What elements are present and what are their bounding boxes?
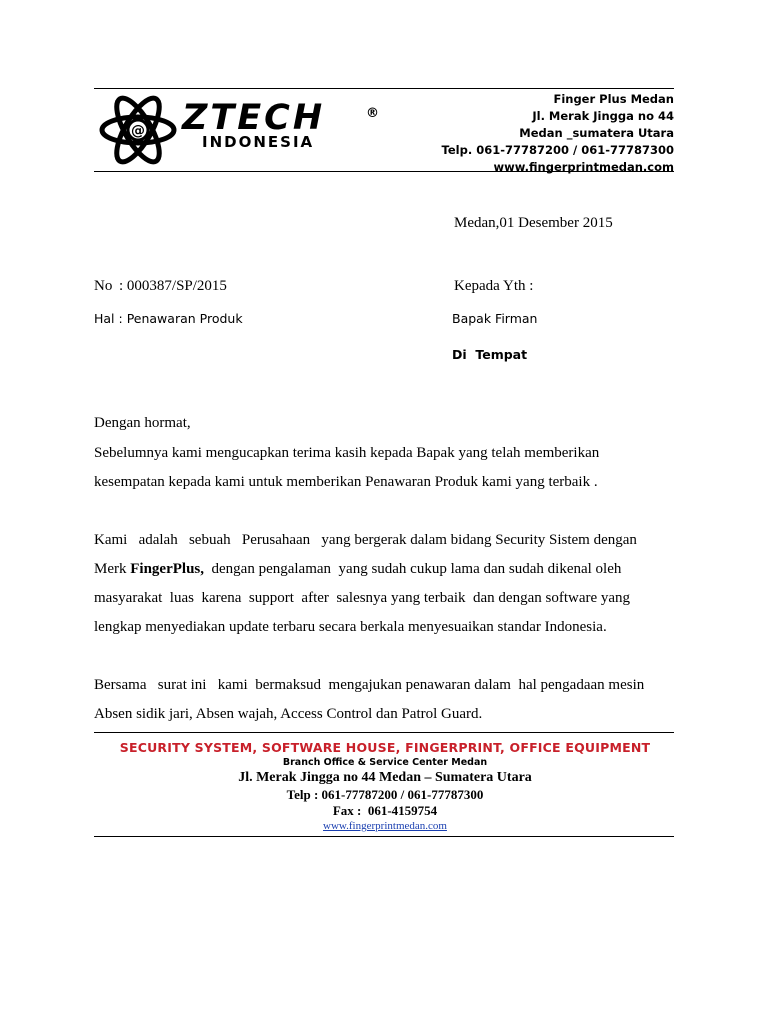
para1-line: Sebelumnya kami mengucapkan terima kasih kepada Bapak yang telah memberikan [94, 445, 600, 461]
footer-fax: Fax : 061-4159754 [332, 803, 438, 818]
greeting: Dengan hormat, [94, 415, 191, 431]
footer-website-link[interactable]: www.fingerprintmedan.com [323, 820, 447, 832]
office-name: Finger Plus Medan [553, 92, 674, 106]
para2-line: Kami adalah sebuah Perusahaan yang bergerak dalam bidang Security Sistem dengan [94, 532, 637, 548]
para2-line: masyarakat luas karena support after salesnya yang terbaik dan dengan software yang [94, 590, 631, 606]
footer-top-rule [94, 732, 674, 733]
recipient-name: Bapak Firman [452, 311, 538, 326]
letter-number-label: No [94, 278, 113, 294]
para1-line: kesempatan kepada kami untuk memberikan Penawaran Produk kami yang terbaik . [94, 474, 598, 490]
para3-line: Bersama surat ini kami bermaksud mengajukan penawaran dalam hal pengadaan mesin [94, 677, 645, 693]
para2-prefix: Merk [94, 561, 131, 577]
logo-trademark: ® [366, 106, 379, 121]
para3-line: Absen sidik jari, Absen wajah, Access Control dan Patrol Guard. [94, 706, 483, 722]
office-city: Medan _sumatera Utara [519, 126, 674, 140]
recipient-label: Kepada Yth : [454, 278, 534, 294]
svg-text:@: @ [131, 123, 145, 139]
recipient-location: Di Tempat [452, 347, 528, 362]
footer-phone: Telp : 061-77787200 / 061-77787300 [286, 787, 484, 802]
letter-subject: Hal : Penawaran Produk [94, 311, 243, 326]
brand-name: FingerPlus, [130, 561, 204, 577]
office-website[interactable]: www.fingerprintmedan.com [493, 160, 674, 174]
atom-icon [98, 94, 178, 166]
header-top-rule [94, 88, 674, 89]
office-address: Jl. Merak Jingga no 44 [532, 109, 674, 123]
footer-address: Jl. Merak Jingga no 44 Medan – Sumatera Utara [238, 770, 532, 785]
footer-branch: Branch Office & Service Center Medan [282, 757, 488, 768]
logo-sub: INDONESIA [202, 133, 315, 151]
office-phone: Telp. 061-77787200 / 061-77787300 [441, 143, 674, 157]
para2-line [94, 561, 621, 578]
letter-number: : 000387/SP/2015 [119, 278, 227, 294]
para2-line: lengkap menyediakan update terbaru secara berkala menyesuaikan standar Indonesia. [94, 619, 607, 635]
logo-brand: ZTECH [182, 98, 326, 138]
para2-suffix: dengan pengalaman yang sudah cukup lama dan sudah dikenal oleh [204, 561, 622, 577]
letter-date: Medan,01 Desember 2015 [454, 215, 613, 231]
footer-bottom-rule [94, 836, 674, 837]
footer-tagline: SECURITY SYSTEM, SOFTWARE HOUSE, FINGERPRINT, OFFICE EQUIPMENT [119, 740, 651, 755]
company-logo [98, 94, 388, 166]
